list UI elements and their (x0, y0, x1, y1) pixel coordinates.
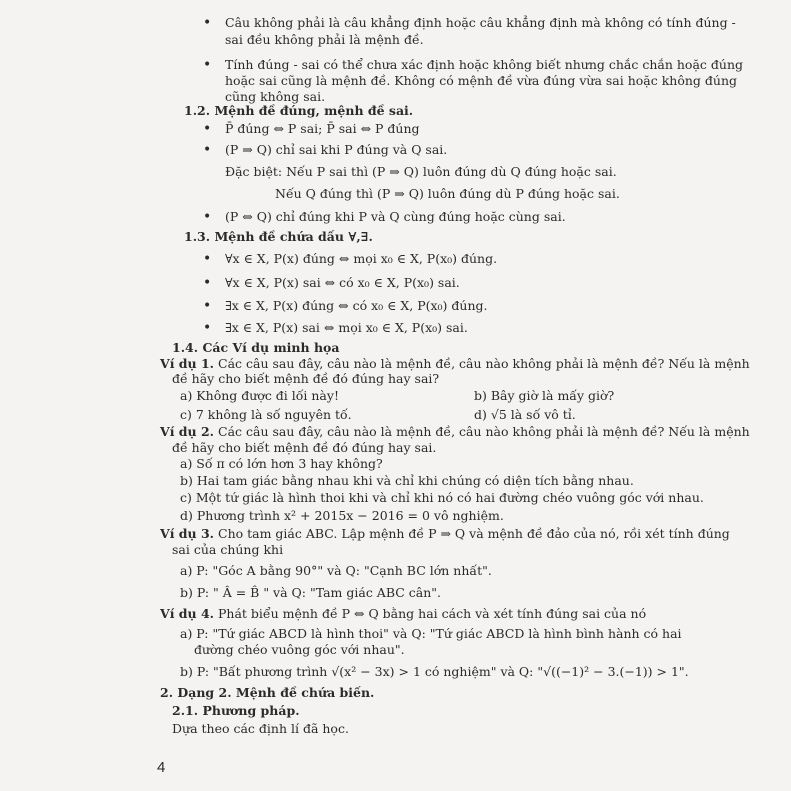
example-text: Cho tam giác ABC. Lập mệnh đề P ⇒ Q và mệnh đề đảo của nó, rồi xét tính đúng (214, 526, 730, 541)
text-line: Tính đúng - sai có thể chưa xác định hoặc không biết nhưng chắc chắn hoặc đúng (225, 57, 743, 72)
option-d: d) Phương trình x² + 2015x − 2016 = 0 vô nghiệm. (180, 508, 504, 523)
section-heading: 1.3. Mệnh đề chứa dấu ∀,∃. (184, 229, 373, 244)
bullet-icon: • (203, 251, 212, 267)
bullet-icon: • (203, 15, 212, 31)
option-b: b) P: "Bất phương trình √(x² − 3x) > 1 có nghiệm" và Q: "√((−1)² − 3.(−1)) > 1". (180, 664, 689, 679)
text-line: P̄ đúng ⇔ P sai; P̄ sai ⇔ P đúng (225, 121, 420, 136)
text-line: Dựa theo các định lí đã học. (172, 721, 349, 736)
example-label: Ví dụ 2. (160, 424, 215, 439)
text-line: đường chéo vuông góc với nhau". (194, 642, 405, 657)
text-line: hoặc sai cũng là mệnh đề. Không có mệnh đề vừa đúng vừa sai hoặc không đúng (225, 73, 738, 88)
option-a: a) P: "Góc A bằng 90°" và Q: "Cạnh BC lớn nhất". (180, 563, 492, 578)
text-line: cũng không sai. (225, 89, 326, 104)
text-line: ∀x ∈ X, P(x) sai ⇔ có x₀ ∈ X, P(x₀) sai. (225, 275, 460, 290)
section-heading: 2. Dạng 2. Mệnh đề chứa biến. (160, 685, 375, 700)
text-line: ∃x ∈ X, P(x) sai ⇔ mọi x₀ ∈ X, P(x₀) sai. (225, 320, 468, 335)
bullet-icon: • (203, 320, 212, 336)
text-line: đề hãy cho biết mệnh đề đó đúng hay sai. (172, 440, 437, 455)
example-label: Ví dụ 1. (160, 356, 215, 371)
example-4 (160, 606, 646, 622)
option-b: b) Hai tam giác bằng nhau khi và chỉ khi chúng có diện tích bằng nhau. (180, 473, 634, 488)
text-line: (P ⇒ Q) chỉ sai khi P đúng và Q sai. (225, 142, 448, 157)
option-a: a) P: "Tứ giác ABCD là hình thoi" và Q: "Tứ giác ABCD là hình bình hành có hai (180, 626, 682, 641)
example-3 (160, 526, 730, 542)
bullet-icon: • (203, 121, 212, 137)
bullet-icon: • (203, 298, 212, 314)
section-heading: 1.4. Các Ví dụ minh họa (172, 340, 340, 355)
example-label: Ví dụ 3. (160, 526, 215, 541)
text-line: sai đều không phải là mệnh đề. (225, 32, 424, 47)
bullet-icon: • (203, 209, 212, 225)
bullet-icon: • (203, 142, 212, 158)
text-line: (P ⇔ Q) chỉ đúng khi P và Q cùng đúng hoặc cùng sai. (225, 209, 566, 224)
text-line: ∀x ∈ X, P(x) đúng ⇔ mọi x₀ ∈ X, P(x₀) đúng. (225, 251, 498, 266)
example-text: Các câu sau đây, câu nào là mệnh đề, câu nào không phải là mệnh đề? Nếu là mệnh (214, 424, 750, 439)
option-d: d) √5 là số vô tỉ. (474, 407, 576, 422)
option-a: a) Không được đi lối này! (180, 388, 339, 403)
example-1 (160, 356, 750, 372)
text-line: Nếu Q đúng thì (P ⇒ Q) luôn đúng dù P đúng hoặc sai. (275, 186, 620, 201)
bullet-icon: • (203, 57, 212, 73)
option-b: b) Bây giờ là mấy giờ? (474, 388, 615, 403)
option-c: c) 7 không là số nguyên tố. (180, 407, 352, 422)
text-line: Câu không phải là câu khẳng định hoặc câu khẳng định mà không có tính đúng - (225, 15, 736, 30)
text-line: Đặc biệt: Nếu P sai thì (P ⇒ Q) luôn đúng dù Q đúng hoặc sai. (225, 164, 617, 179)
example-text: Phát biểu mệnh đề P ⇔ Q bằng hai cách và xét tính đúng sai của nó (214, 606, 647, 621)
bullet-icon: • (203, 275, 212, 291)
text-line: đề hãy cho biết mệnh đề đó đúng hay sai? (172, 371, 440, 386)
option-c: c) Một tứ giác là hình thoi khi và chỉ khi nó có hai đường chéo vuông góc với nhau. (180, 490, 704, 505)
section-heading: 1.2. Mệnh đề đúng, mệnh đề sai. (184, 103, 414, 118)
option-b: b) P: " Â = B̂ " và Q: "Tam giác ABC cân". (180, 585, 442, 600)
text-line: ∃x ∈ X, P(x) đúng ⇔ có x₀ ∈ X, P(x₀) đúng. (225, 298, 488, 313)
example-text: Các câu sau đây, câu nào là mệnh đề, câu nào không phải là mệnh đề? Nếu là mệnh (214, 356, 750, 371)
subsection-heading: 2.1. Phương pháp. (172, 703, 300, 718)
option-a: a) Số π có lớn hơn 3 hay không? (180, 456, 383, 471)
text-line: sai của chúng khi (172, 542, 284, 557)
example-2 (160, 424, 750, 440)
page-number: 4 (157, 759, 166, 776)
example-label: Ví dụ 4. (160, 606, 215, 621)
